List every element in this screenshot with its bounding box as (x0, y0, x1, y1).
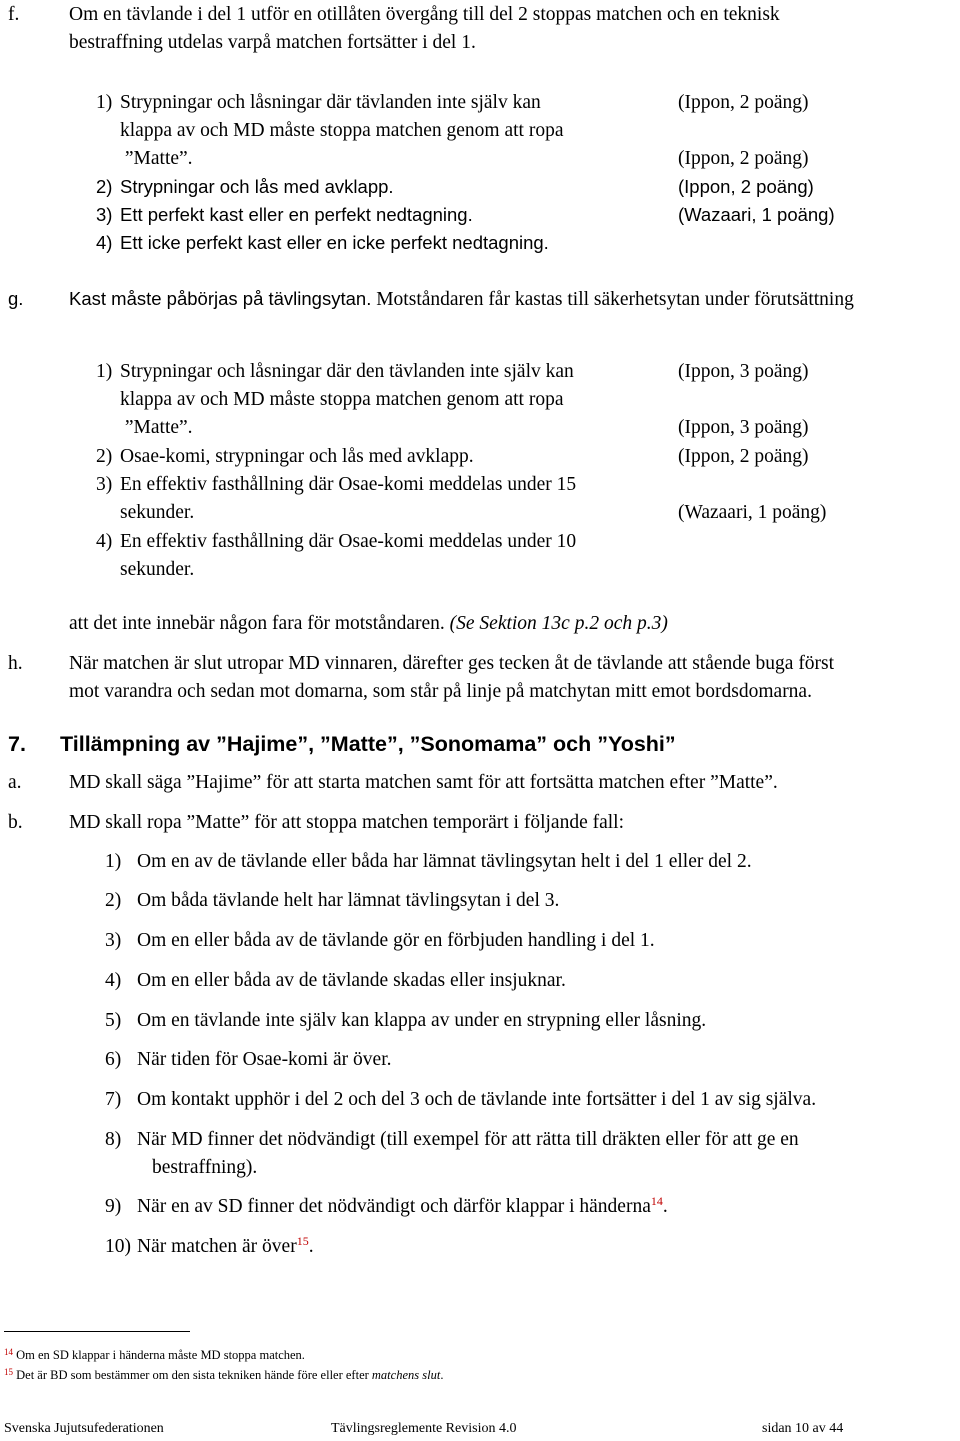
g-item-1-line2: klappa av och MD måste stoppa matchen genom att ropa (120, 389, 564, 410)
b-item-6-text: När tiden för Osae-komi är över. (137, 1049, 392, 1070)
f-item-1-line1: Strypningar och låsningar där tävlanden inte själv kan (120, 92, 541, 113)
footnote-14-number: 14 (4, 1347, 13, 1357)
b-item-2-text: Om båda tävlande helt har lämnat tävlingsytan i del 3. (137, 890, 560, 911)
section-g-text-line1 (69, 287, 854, 312)
g-item-3-line1: En effektiv fasthållning där Osae-komi meddelas under 15 (120, 474, 577, 495)
section-a-text: MD skall säga ”Hajime” för att starta matchen samt för att fortsätta matchen efter ”Matte”. (69, 772, 778, 793)
section-g-closing-text: att det inte innebär någon fara för motståndaren. (69, 613, 445, 634)
footnote-15-emphasis: matchens slut (371, 1368, 441, 1382)
footer-organization: Svenska Jujutsufederationen (4, 1421, 164, 1436)
footnote-ref-14[interactable]: 14 (650, 1194, 663, 1208)
f-item-2-number: 2) (96, 176, 113, 197)
list-marker-f: f. (8, 4, 20, 25)
f-item-1-line3: ”Matte”. (120, 148, 193, 169)
section-h-text-line2: mot varandra och sedan mot domarna, som står på linje på matchytan mitt emot bordsdomarna. (69, 681, 812, 702)
footnote-15-text: Det är BD som bestämmer om den sista tekniken hände före eller efter (16, 1368, 372, 1382)
b-item-8-line1: När MD finner det nödvändigt (till exempel för att rätta till dräkten eller för att ge en (137, 1129, 799, 1150)
footnote-15-number: 15 (4, 1367, 13, 1377)
section-f-text-line1: Om en tävlande i del 1 utför en otillåten övergång till del 2 stoppas matchen och en teknisk (69, 4, 780, 25)
f-item-1-number: 1) (96, 92, 113, 113)
section-heading-number: 7. (8, 732, 26, 756)
list-marker-a: a. (8, 772, 22, 793)
g-points-3: (Ippon, 2 poäng) (678, 446, 809, 467)
f-item-3-number: 3) (96, 204, 113, 225)
b-item-7-text: Om kontakt upphör i del 2 och del 3 och de tävlande inte fortsätter i del 1 av sig själva. (137, 1089, 817, 1110)
section-h-text-line1: När matchen är slut utropar MD vinnaren, därefter ges tecken åt de tävlande att stående buga först (69, 653, 835, 674)
b-item-3-text: Om en eller båda av de tävlande gör en förbjuden handling i del 1. (137, 930, 655, 951)
b-item-8-line2: bestraffning). (152, 1157, 258, 1178)
f-points-1: (Ippon, 2 poäng) (678, 92, 809, 113)
g-item-4-number: 4) (96, 531, 113, 552)
b-item-10-number: 10) (105, 1236, 131, 1257)
g-points-2: (Ippon, 3 poäng) (678, 417, 809, 438)
list-marker-g: g. (8, 288, 24, 309)
g-item-3-line2: sekunder. (120, 502, 195, 523)
g-item-1-line1: Strypningar och låsningar där den tävlanden inte själv kan (120, 361, 574, 382)
footer-page-number: sidan 10 av 44 (762, 1421, 844, 1436)
section-g-text-part-b: Motståndaren får kastas till säkerhetsytan under förutsättning (376, 289, 854, 310)
footnote-ref-15[interactable]: 15 (296, 1234, 309, 1248)
section-heading-title: Tillämpning av ”Hajime”, ”Matte”, ”Sonomama” och ”Yoshi” (60, 732, 676, 756)
footer-document-title: Tävlingsreglemente Revision 4.0 (331, 1421, 517, 1436)
g-item-2-text: Osae-komi, strypningar och lås med avklapp. (120, 446, 474, 467)
g-item-1-line3: ”Matte”. (120, 417, 193, 438)
list-marker-b: b. (8, 812, 23, 833)
section-g-text-part-a: Kast måste påbörjas på tävlingsytan. (69, 288, 372, 309)
section-g-closing (69, 612, 668, 636)
b-item-1-text: Om en av de tävlande eller båda har lämnat tävlingsytan helt i del 1 eller del 2. (137, 851, 752, 872)
b-item-1-number: 1) (105, 851, 122, 872)
b-item-3-number: 3) (105, 930, 122, 951)
f-points-2: (Ippon, 2 poäng) (678, 148, 809, 169)
b-item-2-number: 2) (105, 890, 122, 911)
f-points-4: (Wazaari, 1 poäng) (678, 204, 835, 225)
section-f-text-line2: bestraffning utdelas varpå matchen fortsätter i del 1. (69, 32, 476, 53)
g-item-3-number: 3) (96, 474, 113, 495)
g-item-4-line1: En effektiv fasthållning där Osae-komi meddelas under 10 (120, 531, 577, 552)
b-item-8-number: 8) (105, 1129, 122, 1150)
b-item-6-number: 6) (105, 1049, 122, 1070)
f-item-3-text: Ett perfekt kast eller en perfekt nedtagning. (120, 204, 473, 225)
section-g-closing-ref: (Se Sektion 13c p.2 och p.3) (449, 613, 668, 634)
f-item-4-text: Ett icke perfekt kast eller en icke perfekt nedtagning. (120, 232, 549, 253)
b-item-9-text: När en av SD finner det nödvändigt och därför klappar i händerna$^{14}$. (137, 1194, 668, 1217)
g-item-2-number: 2) (96, 446, 113, 467)
b-item-5-number: 5) (105, 1010, 122, 1031)
g-points-4: (Wazaari, 1 poäng) (678, 502, 827, 523)
b-item-5-text: Om en tävlande inte själv kan klappa av under en strypning eller låsning. (137, 1010, 707, 1031)
g-points-1: (Ippon, 3 poäng) (678, 361, 809, 382)
section-b-text: MD skall ropa ”Matte” för att stoppa matchen temporärt i följande fall: (69, 812, 625, 833)
f-points-3: (Ippon, 2 poäng) (678, 176, 814, 197)
b-item-7-number: 7) (105, 1089, 122, 1110)
f-item-1-line2: klappa av och MD måste stoppa matchen genom att ropa (120, 120, 564, 141)
b-item-4-text: Om en eller båda av de tävlande skadas eller insjuknar. (137, 970, 566, 991)
footnote-15: $^{15}$ Det är BD som bestämmer om den sista tekniken hände före eller efter matchens slut. (4, 1367, 444, 1382)
g-item-4-line2: sekunder. (120, 559, 195, 580)
f-item-2-text: Strypningar och lås med avklapp. (120, 176, 394, 197)
g-item-1-number: 1) (96, 361, 113, 382)
section-heading (8, 730, 676, 758)
list-marker-h: h. (8, 653, 23, 674)
footnote-divider (4, 1331, 190, 1332)
footnote-14-text: Om en SD klappar i händerna måste MD stoppa matchen. (16, 1348, 305, 1362)
b-item-10-text: När matchen är över$^{15}$. (137, 1234, 314, 1257)
footnote-14 (4, 1347, 305, 1363)
f-item-4-number: 4) (96, 232, 113, 253)
b-item-9-number: 9) (105, 1196, 122, 1217)
b-item-4-number: 4) (105, 970, 122, 991)
